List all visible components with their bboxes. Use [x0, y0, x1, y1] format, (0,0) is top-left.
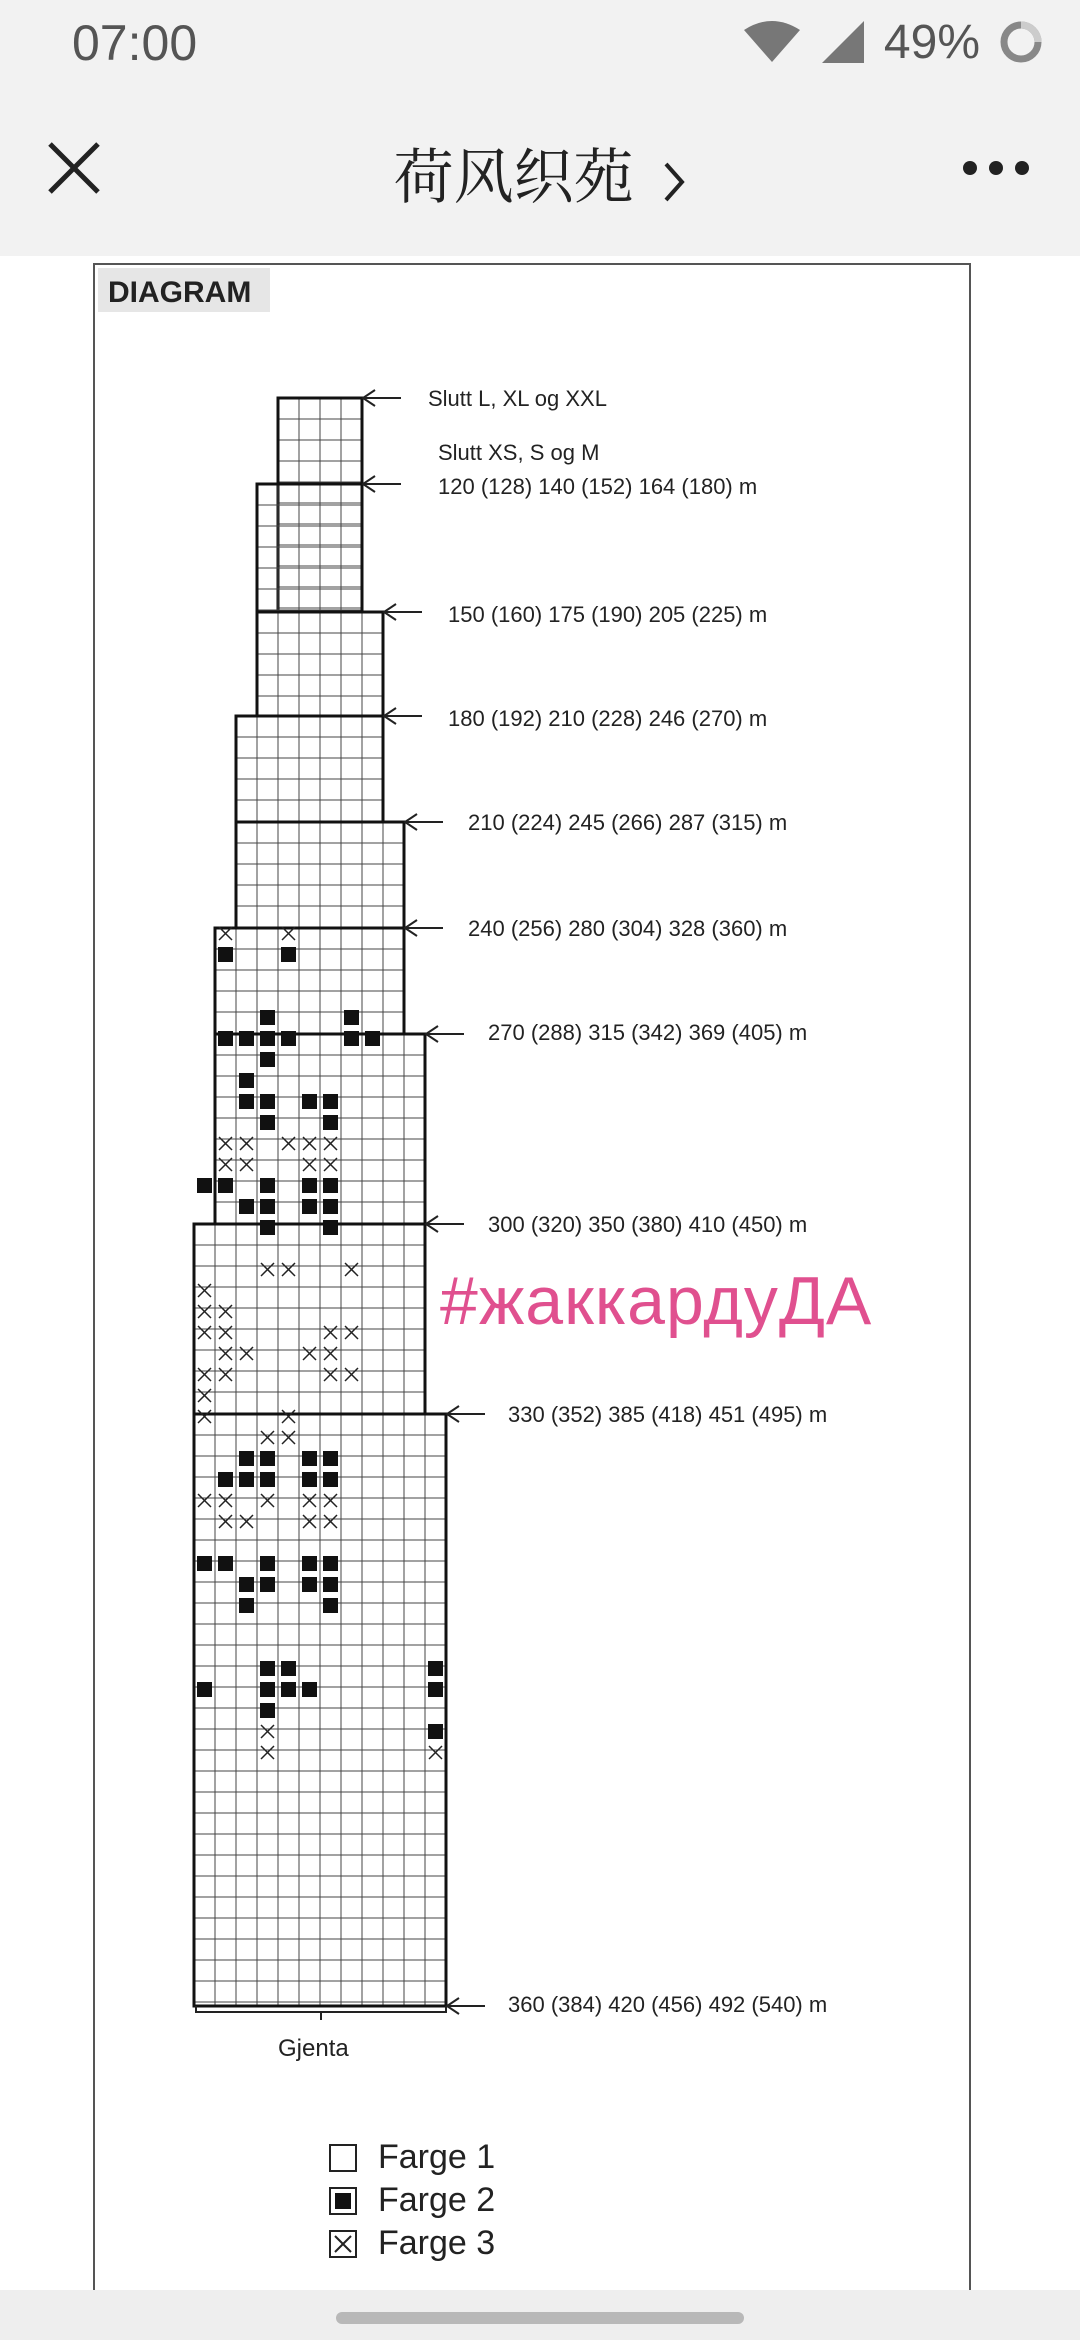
- title-bar: [0, 80, 1080, 256]
- filled-stitch: [281, 1661, 296, 1676]
- filled-stitch: [260, 1199, 275, 1214]
- annotation-label: 210 (224) 245 (266) 287 (315) m: [468, 810, 788, 835]
- filled-stitch: [239, 1199, 254, 1214]
- filled-stitch: [260, 1556, 275, 1571]
- filled-stitch: [260, 1115, 275, 1130]
- filled-stitch: [197, 1178, 212, 1193]
- page-title[interactable]: 荷风织苑: [393, 144, 634, 211]
- filled-stitch: [323, 1556, 338, 1571]
- filled-stitch: [281, 1031, 296, 1046]
- legend-item: [328, 2136, 495, 2179]
- status-icons: [742, 14, 1044, 70]
- filled-stitch: [239, 1094, 254, 1109]
- wifi-icon: [742, 20, 802, 64]
- filled-stitch: [428, 1661, 443, 1676]
- annotation-label: Slutt XS, S og M: [438, 440, 600, 465]
- filled-stitch: [239, 1577, 254, 1592]
- filled-stitch: [218, 1472, 233, 1487]
- filled-stitch: [302, 1472, 317, 1487]
- annotation-label: 330 (352) 385 (418) 451 (495) m: [508, 1402, 828, 1427]
- filled-stitch: [302, 1577, 317, 1592]
- more-dots-icon[interactable]: [960, 150, 1032, 186]
- filled-stitch: [239, 1472, 254, 1487]
- annotation-label: 300 (320) 350 (380) 410 (450) m: [488, 1212, 808, 1237]
- watermark-hashtag: #жаккардуДА: [440, 1263, 873, 1339]
- legend-filled-square-icon: [328, 2186, 358, 2216]
- filled-stitch: [302, 1094, 317, 1109]
- filled-stitch: [323, 1115, 338, 1130]
- signal-icon: [820, 19, 866, 65]
- status-bar: [0, 0, 1080, 80]
- filled-stitch: [344, 1031, 359, 1046]
- battery-percent: 49%: [883, 15, 980, 69]
- filled-stitch: [344, 1010, 359, 1025]
- filled-stitch: [260, 1010, 275, 1025]
- repeat-label: Gjenta: [278, 2035, 349, 2062]
- filled-stitch: [323, 1094, 338, 1109]
- filled-stitch: [218, 1556, 233, 1571]
- filled-stitch: [281, 947, 296, 962]
- filled-stitch: [197, 1556, 212, 1571]
- filled-stitch: [260, 1094, 275, 1109]
- filled-stitch: [260, 1052, 275, 1067]
- filled-stitch: [260, 1661, 275, 1676]
- system-navigation-bar: [0, 2290, 1080, 2340]
- filled-stitch: [323, 1598, 338, 1613]
- filled-stitch: [323, 1451, 338, 1466]
- content-area: [0, 256, 1080, 2290]
- annotation-label: 150 (160) 175 (190) 205 (225) m: [448, 602, 768, 627]
- status-time: 07:00: [72, 15, 198, 71]
- filled-stitch: [302, 1451, 317, 1466]
- chevron-right-icon[interactable]: [662, 158, 686, 206]
- filled-stitch: [218, 947, 233, 962]
- filled-stitch: [302, 1178, 317, 1193]
- filled-stitch: [323, 1220, 338, 1235]
- legend-item: [328, 2179, 495, 2222]
- filled-stitch: [323, 1178, 338, 1193]
- filled-stitch: [260, 1220, 275, 1235]
- filled-stitch: [323, 1577, 338, 1592]
- legend-label: Farge 1: [378, 2138, 496, 2176]
- filled-stitch: [260, 1682, 275, 1697]
- filled-stitch: [323, 1472, 338, 1487]
- legend-label: Farge 2: [378, 2181, 496, 2219]
- filled-stitch: [260, 1178, 275, 1193]
- filled-stitch: [239, 1031, 254, 1046]
- filled-stitch: [428, 1682, 443, 1697]
- filled-stitch: [260, 1472, 275, 1487]
- filled-stitch: [239, 1598, 254, 1613]
- filled-stitch: [302, 1199, 317, 1214]
- page-title-wrapper[interactable]: [0, 130, 1080, 216]
- legend-cross-square-icon: [328, 2229, 358, 2259]
- filled-stitch: [302, 1556, 317, 1571]
- home-indicator[interactable]: [336, 2312, 744, 2324]
- annotation-label: 120 (128) 140 (152) 164 (180) m: [438, 474, 758, 499]
- annotation-label: 270 (288) 315 (342) 369 (405) m: [488, 1020, 808, 1045]
- battery-ring-icon: [998, 19, 1044, 65]
- filled-stitch: [323, 1199, 338, 1214]
- annotation-label: 360 (384) 420 (456) 492 (540) m: [508, 1992, 828, 2017]
- filled-stitch: [281, 1682, 296, 1697]
- filled-stitch: [260, 1451, 275, 1466]
- filled-stitch: [260, 1703, 275, 1718]
- filled-stitch: [197, 1682, 212, 1697]
- filled-stitch: [218, 1178, 233, 1193]
- filled-stitch: [239, 1451, 254, 1466]
- filled-stitch: [260, 1031, 275, 1046]
- legend-empty-square-icon: [328, 2143, 358, 2173]
- annotation-label: 240 (256) 280 (304) 328 (360) m: [468, 916, 788, 941]
- annotation-label: Slutt L, XL og XXL: [428, 386, 607, 411]
- filled-stitch: [239, 1073, 254, 1088]
- filled-stitch: [302, 1682, 317, 1697]
- legend-label: Farge 3: [378, 2224, 496, 2262]
- filled-stitch: [218, 1031, 233, 1046]
- filled-stitch: [428, 1724, 443, 1739]
- filled-stitch: [260, 1577, 275, 1592]
- diagram-heading: DIAGRAM: [108, 276, 252, 309]
- annotation-label: 180 (192) 210 (228) 246 (270) m: [448, 706, 768, 731]
- filled-stitch: [365, 1031, 380, 1046]
- legend-item: [328, 2222, 495, 2265]
- color-legend: [328, 2136, 495, 2265]
